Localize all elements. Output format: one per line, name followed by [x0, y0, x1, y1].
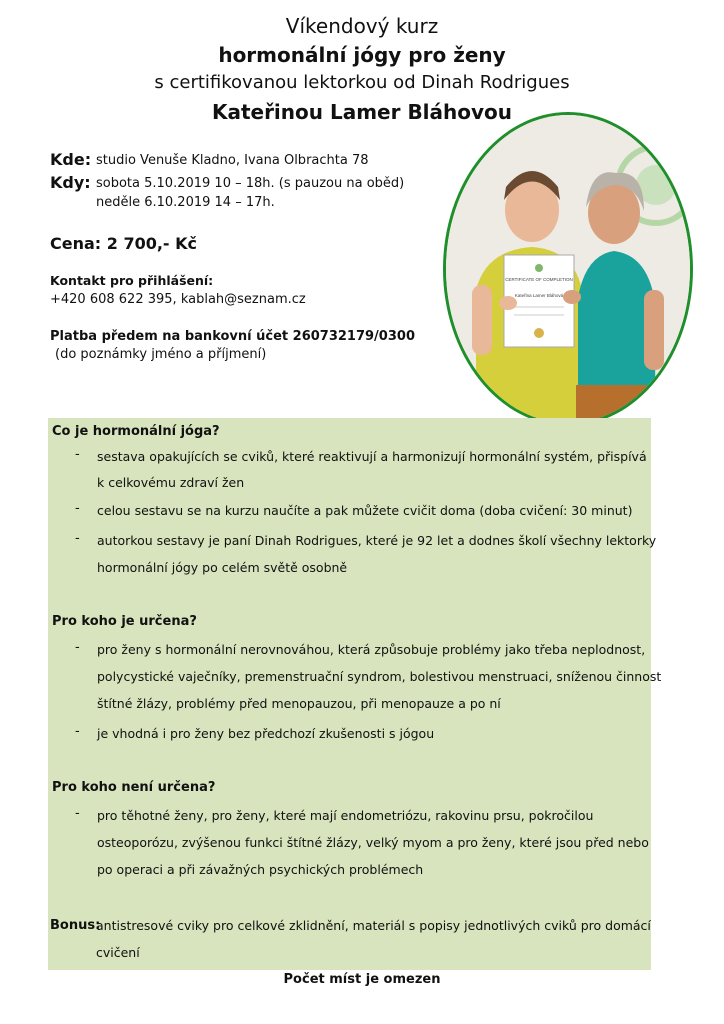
title-line-3: s certifikovanou lektorkou od Dinah Rodrigues: [154, 72, 570, 93]
title-line-1: Víkendový kurz: [285, 14, 439, 38]
bullet-text: je vhodná i pro ženy bez předchozí zkušenosti s jógou: [97, 726, 435, 741]
phone-number: +420 608 622 395,: [50, 292, 181, 307]
bullet-text: sestava opakujících se cviků, které reaktivují a harmonizují hormonální systém, přispívá: [97, 449, 647, 464]
bullet-text: celou sestavu se na kurzu naučíte a pak můžete cvičit doma (doba cvičení: 30 minut): [97, 503, 633, 518]
bonus-text-cont: cvičení: [96, 945, 140, 960]
bullet-dash: -: [75, 501, 80, 516]
bullet-dash: -: [75, 531, 80, 546]
when-label: Kdy:: [50, 173, 91, 192]
payment-note: (do poznámky jméno a příjmení): [55, 347, 267, 362]
title-line-4: Kateřinou Lamer Bláhovou: [211, 100, 513, 124]
bullet-text: osteoporózu, zvýšenou funkci štítné žlázy, velký myom a pro ženy, které jsou před nebo: [97, 835, 649, 850]
email-link[interactable]: kablah@seznam.cz: [180, 292, 306, 307]
bullet-text: štítné žlázy, problémy před menopauzou, při menopauze a po ní: [97, 696, 501, 711]
where-label: Kde:: [50, 150, 92, 169]
bullet-dash: -: [75, 640, 80, 655]
bullet-text: pro ženy s hormonální nerovnováhou, která způsobuje problémy jako třeba neplodnost,: [97, 642, 646, 657]
bullet-text: autorkou sestavy je paní Dinah Rodrigues, které je 92 let a dodnes školí všechny lektorky: [97, 533, 657, 548]
bonus-label: Bonus:: [50, 918, 101, 933]
when-value-1: sobota 5.10.2019 10 – 18h. (s pauzou na oběd): [96, 176, 405, 191]
bonus-text: antistresové cviky pro celkové zklidnění, materiál s popisy jednotlivých cviků pro domácí: [96, 918, 651, 933]
bullet-dash: -: [75, 724, 80, 739]
bullet-dash: -: [75, 806, 80, 821]
bullet-text: polycystické vaječníky, premenstruační syndrom, bolestivou menstruaci, sníženou činnost: [97, 669, 662, 684]
contact-label: Kontakt pro přihlášení:: [50, 273, 214, 288]
when-value-2: neděle 6.10.2019 14 – 17h.: [96, 195, 275, 210]
payment-info: Platba předem na bankovní účet 260732179/0300: [50, 329, 415, 344]
certificate-title: CERTIFICATE OF COMPLETION: [505, 277, 573, 282]
instructors-photo: [443, 112, 693, 426]
title-line-2: hormonální jógy pro ženy: [218, 43, 506, 67]
bullet-text: hormonální jógy po celém světě osobně: [97, 560, 348, 575]
price: Cena: 2 700,- Kč: [50, 234, 198, 253]
section-title-not-for-whom: Pro koho není určena?: [52, 780, 216, 795]
bullet-text: k celkovému zdraví žen: [97, 475, 245, 490]
contact-line: [50, 292, 306, 307]
section-title-what: Co je hormonální jóga?: [52, 424, 220, 439]
section-title-for-whom: Pro koho je určena?: [52, 614, 197, 629]
footer-note: Počet míst je omezen: [283, 972, 441, 987]
where-value: studio Venuše Kladno, Ivana Olbrachta 78: [96, 153, 369, 168]
bullet-dash: -: [75, 447, 80, 462]
certificate-name: Kateřina Lamer Bláhová: [514, 293, 564, 298]
bullet-text: po operaci a při závažných psychických problémech: [97, 862, 424, 877]
info-box: [48, 418, 651, 970]
bullet-text: pro těhotné ženy, pro ženy, které mají endometriózu, rakovinu prsu, pokročilou: [97, 808, 594, 823]
photo-illustration: [446, 115, 690, 423]
